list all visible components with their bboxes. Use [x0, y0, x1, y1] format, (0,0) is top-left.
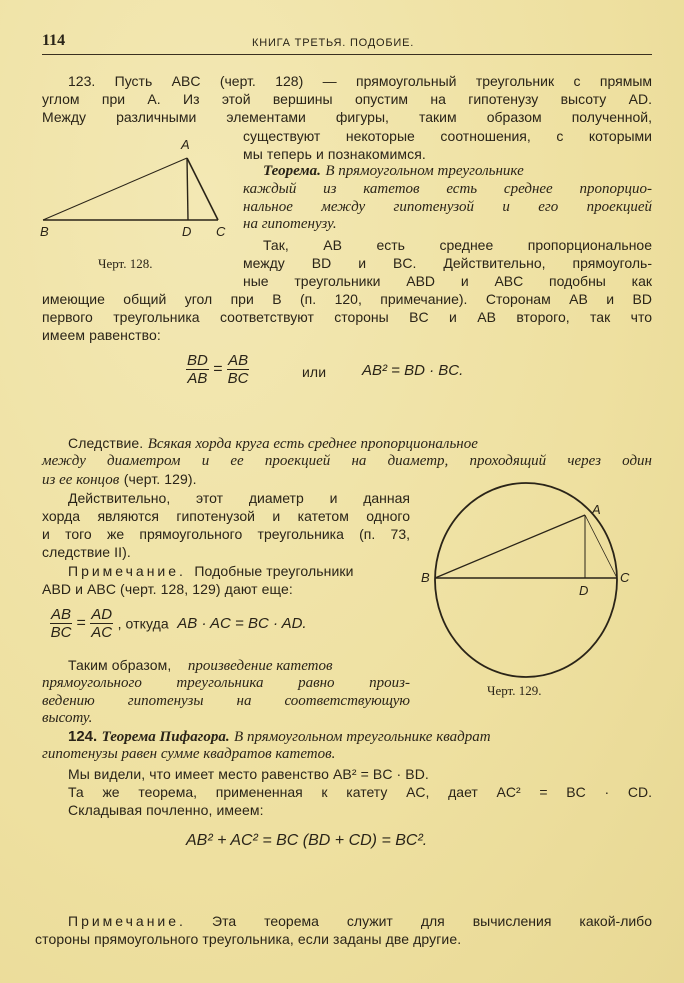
text-line: ABD и ABC (черт. 128, 129) дают еще: [42, 581, 293, 597]
theorem-line: каждый из катетов есть среднее пропорцио- [243, 181, 652, 197]
theorem-label: Теорема. [263, 163, 321, 179]
text-line: первого треугольника соответствуют стороны BC и AB второго, так что [42, 309, 652, 325]
conclusion-line: ведению гипотенузы на соответствующую [42, 693, 410, 709]
running-title: КНИГА ТРЕТЬЯ. ПОДОБИЕ. [252, 37, 415, 49]
label-a: A [592, 502, 601, 517]
corollary-text: Всякая хорда круга есть среднее пропорциональное [147, 436, 478, 452]
conclusion-line: высоту. [42, 710, 93, 726]
text-line: имеющие общий угол при B (п. 120, примечание). Сторонам AB и BD [42, 291, 652, 307]
conclusion-first-line: Таким образом, произведение катетов [68, 657, 333, 674]
text-line: Мы видели, что имеет место равенство AB² = BC · BD. [68, 766, 429, 782]
formula-connector: или [302, 364, 327, 380]
label-b: B [40, 224, 49, 239]
fraction: $\frac{AB}{BC}$ [227, 352, 249, 387]
text-line: 123. Пусть ABC (черт. 128) — прямоугольный треугольник с прямым [68, 73, 652, 89]
text-line: углом при A. Из этой вершины опустим на гипотенузу высоту AD. [42, 91, 652, 107]
text-line: Между различными элементами фигуры, таким образом полученной, [42, 109, 652, 125]
pythagoras-formula: AB² + AC² = BC (BD + CD) = BC². [186, 832, 428, 849]
statement-line: гипотенузы равен сумме квадратов катетов. [42, 746, 336, 762]
page-number: 114 [42, 32, 66, 49]
label-c: C [620, 570, 630, 585]
note-label: Примечание. [68, 563, 186, 579]
figure-ref: (черт. 129). [123, 471, 197, 487]
text-line: Эта теорема служит для вычисления какой-либо [212, 913, 652, 929]
fraction: $\frac{AB}{BC}$ [50, 606, 72, 641]
text-line: существуют некоторые соотношения, с которыми [243, 128, 652, 144]
conclusion-line: прямоугольного треугольника равно произ- [42, 675, 410, 691]
fraction: $\frac{AD}{AC}$ [91, 606, 113, 641]
figure-128-caption: Черт. 128. [98, 256, 153, 271]
theorem-line: на гипотенузу. [243, 216, 337, 232]
theorem-line: нальное между гипотенузой и его проекцией [243, 199, 652, 215]
corollary-line: из ее концов (черт. 129). [42, 471, 197, 488]
label-d: D [579, 583, 589, 598]
text-line: Та же теорема, примененная к катету AC, дает AC² = BC · CD. [68, 784, 652, 800]
text-line: следствие II). [42, 544, 131, 560]
label-c: C [216, 224, 226, 239]
corollary-label: Следствие. [68, 435, 144, 451]
note-first-line: Примечание. Подобные треугольники [68, 563, 354, 579]
pythagoras-heading [68, 728, 652, 746]
text-line: мы теперь и познакомимся. [243, 146, 426, 162]
text-line: Действительно, этот диаметр и данная [68, 490, 410, 506]
note-label: Примечание. [68, 913, 186, 929]
text-line: между BD и BC. Действительно, прямоуголь- [243, 255, 652, 271]
text-line: хорда являются гипотенузой и катетом одного [42, 508, 410, 524]
statement-text: В прямоугольном треугольнике квадрат [234, 729, 491, 745]
section-title: Теорема Пифагора. [101, 729, 230, 745]
formula-rhs: AB² = BD · BC. [362, 362, 464, 379]
figure-129-caption: Черт. 129. [487, 683, 542, 698]
label-d: D [182, 224, 192, 239]
label-a: A [181, 137, 190, 152]
section-number: 124. [68, 728, 98, 745]
text-line: ные треугольники ABD и ABC подобны как [243, 273, 652, 289]
formula-proportion: $\frac{BD}{AB}$ = $\frac{AB}{BC}$ [187, 352, 249, 387]
label-b: B [421, 570, 430, 585]
text-line: стороны прямоугольного треугольника, если заданы две другие. [35, 931, 462, 947]
corollary-line: между диаметром и ее проекцией на диаметр, проходящий через один [42, 453, 652, 469]
text-line: имеем равенство: [42, 327, 161, 343]
fraction: $\frac{BD}{AB}$ [187, 352, 208, 387]
text-line: Складывая почленно, имеем: [68, 802, 264, 818]
text-line: Так, AB есть среднее пропорциональное [263, 237, 652, 253]
text-line: и того же прямоугольного треугольника (п. 73, [42, 526, 410, 542]
formula-note: $\frac{AB}{BC}$ = $\frac{AD}{AC}$ , откуда AB · AC = BC · AD. [50, 606, 307, 641]
theorem-text: В прямоугольном треугольнике [325, 163, 524, 179]
